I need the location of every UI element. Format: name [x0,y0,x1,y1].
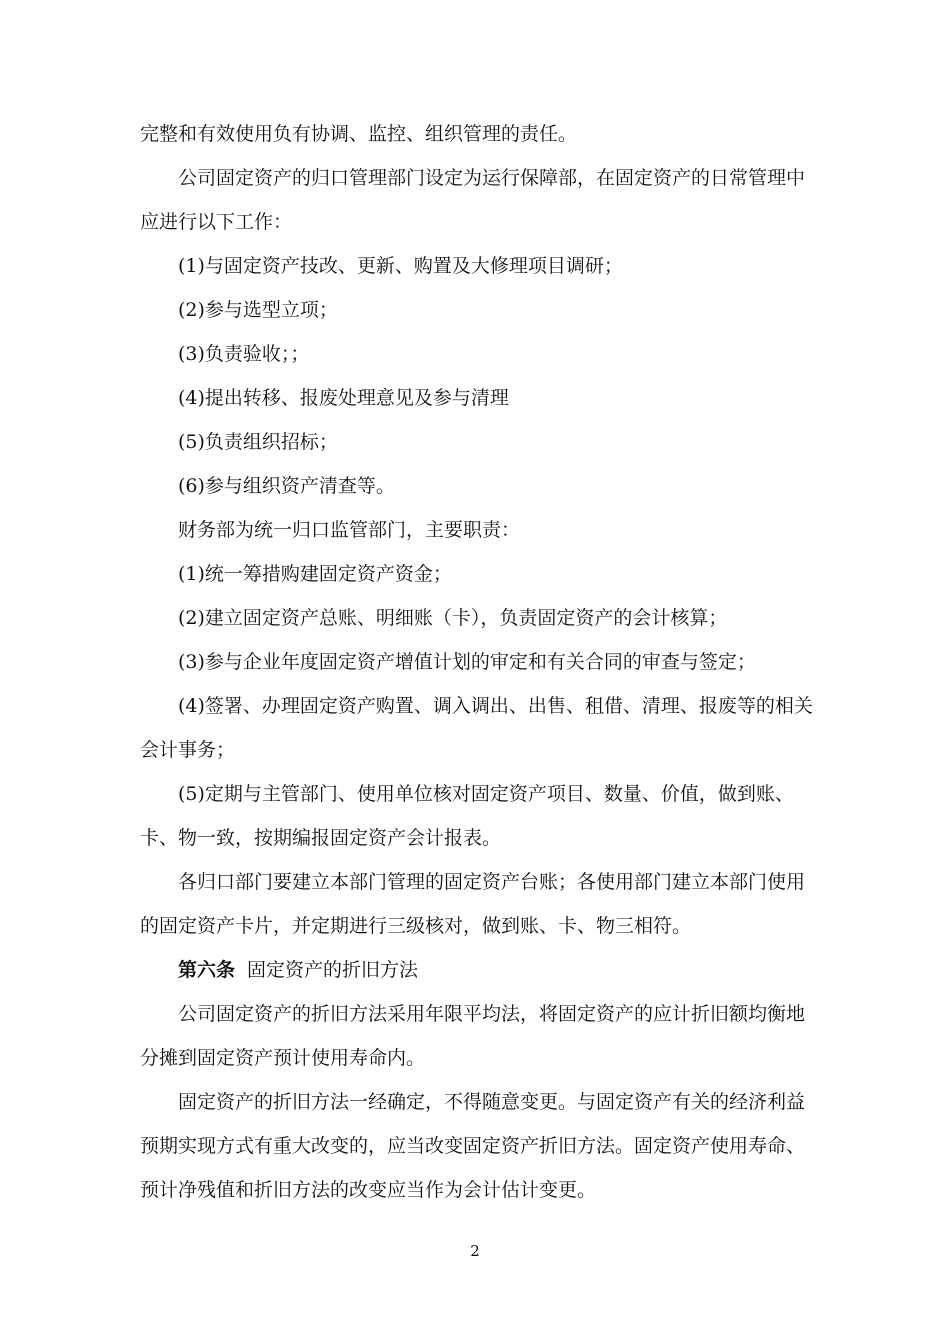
paragraph: 完整和有效使用负有协调、监控、组织管理的责任。 [140,123,578,145]
page-number: 2 [470,1242,480,1260]
list-item: (1)统一筹措购建固定资产资金； [178,563,452,585]
list-item: (3)参与企业年度固定资产增值计划的审定和有关合同的审查与签定； [178,651,756,673]
list-item: (5)负责组织招标； [178,431,338,453]
paragraph: 固定资产的折旧方法一经确定，不得随意变更。与固定资产有关的经济利益预期实现方式有重大改变的，应当改变固定资产折旧方法。固定资产使用寿命、预计净残值和折旧方法的改变应当作为会计估计变更。 [140,1091,806,1201]
list-item: (3)负责验收；； [178,343,310,365]
list-item: (2)参与选型立项； [178,299,338,321]
paragraph: 公司固定资产的归口管理部门设定为运行保障部，在固定资产的日常管理中应进行以下工作： [140,167,806,233]
document-body [140,112,820,1212]
paragraph: 公司固定资产的折旧方法采用年限平均法，将固定资产的应计折旧额均衡地分摊到固定资产预计使用寿命内。 [140,1003,806,1069]
section-number: 第六条 [178,959,236,981]
paragraph: 财务部为统一归口监管部门，主要职责： [178,519,521,541]
list-item: (5)定期与主管部门、使用单位核对固定资产项目、数量、价值，做到账、卡、物一致，按期编报固定资产会计报表。 [140,783,794,849]
list-item: (4)提出转移、报废处理意见及参与清理 [178,387,509,409]
section-heading [140,948,820,992]
list-item: (6)参与组织资产清查等。 [178,475,395,497]
list-item: (2)建立固定资产总账、明细账（卡），负责固定资产的会计核算； [178,607,728,629]
section-title: 固定资产的折旧方法 [247,959,419,981]
paragraph: 各归口部门要建立本部门管理的固定资产台账；各使用部门建立本部门使用的固定资产卡片，并定期进行三级核对，做到账、卡、物三相符。 [140,871,806,937]
list-item: (4)签署、办理固定资产购置、调入调出、出售、租借、清理、报废等的相关会计事务； [140,695,813,761]
list-item: (1)与固定资产技改、更新、购置及大修理项目调研； [178,255,623,277]
